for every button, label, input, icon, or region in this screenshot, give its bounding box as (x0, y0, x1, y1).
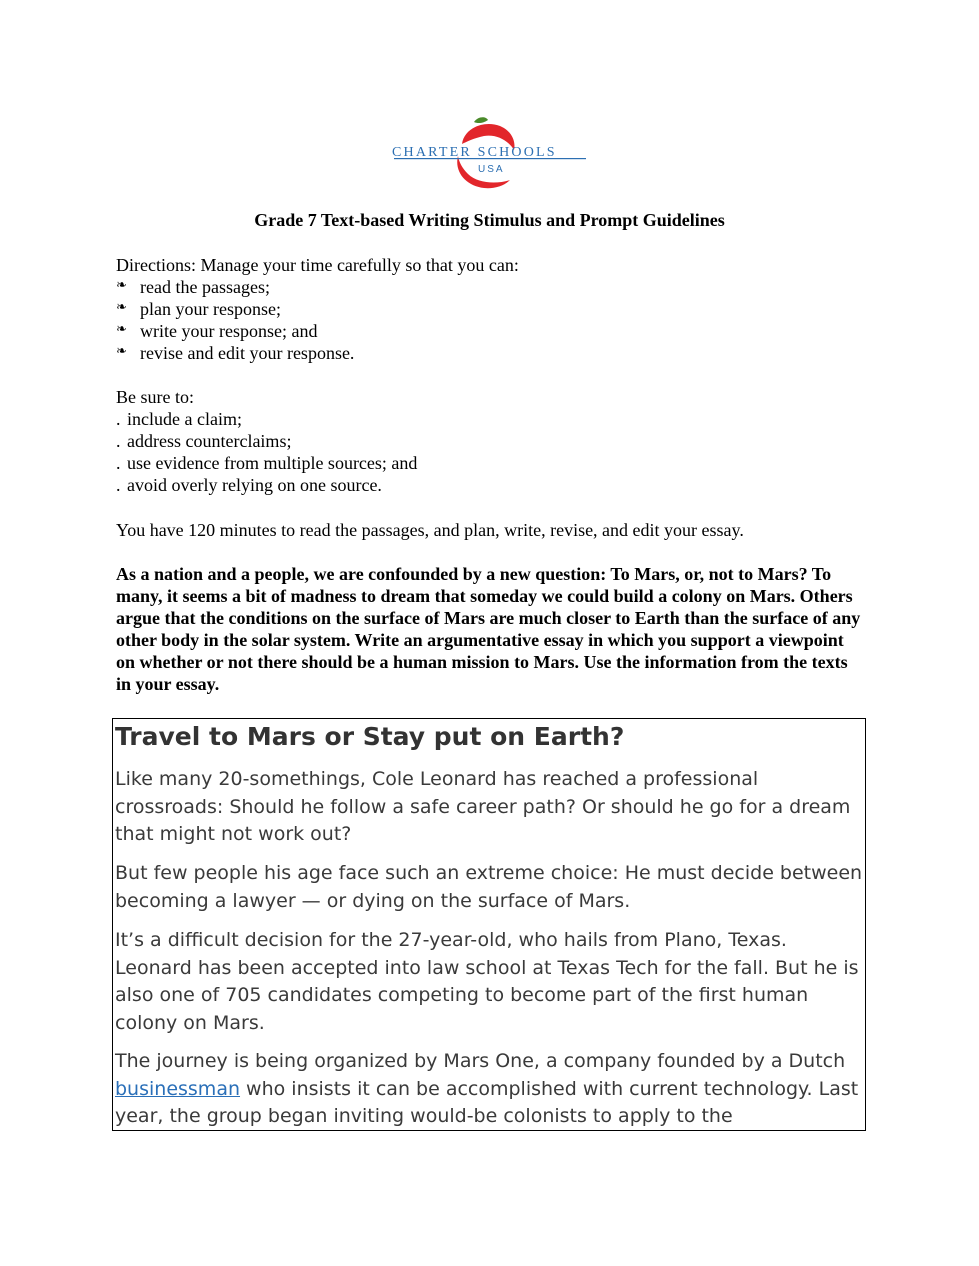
leaf-bullet-icon: ❧ (116, 321, 127, 336)
leaf-bullet-icon: ❧ (116, 299, 127, 314)
list-item: . avoid overly relying on one source. (116, 475, 382, 495)
leaf-bullet-icon: ❧ (116, 343, 127, 358)
article-paragraph: The journey is being organized by Mars One, a company founded by a Dutch businessman who insists it can be accomplished with current technology. Last year, the group began inviting would-be colonists to apply to the (115, 1050, 859, 1127)
directions-intro: Directions: Manage your time carefully so that you can: (116, 255, 519, 275)
page-title: Grade 7 Text-based Writing Stimulus and Prompt Guidelines (254, 210, 725, 230)
leaf-bullet-icon: ❧ (116, 277, 127, 292)
logo-text-main: CHARTER SCHOOLS (392, 145, 557, 160)
list-item: . address counterclaims; (116, 431, 292, 451)
article-title: Travel to Mars or Stay put on Earth? (115, 722, 625, 751)
list-item: ❧ read the passages; (116, 277, 270, 297)
be-sure-section (116, 386, 866, 496)
charter-schools-usa-logo (388, 114, 592, 192)
article-passage (112, 718, 866, 1131)
list-item: . use evidence from multiple sources; and (116, 453, 418, 473)
list-item: . include a claim; (116, 409, 242, 429)
list-item: ❧ revise and edit your response. (116, 343, 355, 363)
article-paragraph: But few people his age face such an extreme choice: He must decide between becoming a lawyer — or dying on the surface of Mars. (115, 862, 863, 912)
logo-leaf-icon (474, 117, 488, 123)
logo-text-usa: USA (478, 164, 505, 175)
article-paragraph: It’s a difficult decision for the 27-year-old, who hails from Plano, Texas. Leonard has been accepted into law school at Texas Tech for the fall. But he is also one of 705 candidates competing to become part of the first human colony on Mars. (115, 929, 859, 1034)
be-sure-intro: Be sure to: (116, 387, 194, 407)
directions-section (116, 254, 866, 364)
writing-prompt: As a nation and a people, we are confounded by a new question: To Mars, or, not to Mars? To many, it seems a bit of madness to dream that someday we could build a colony on Mars. Others argue that the conditions on the surface of Mars are much closer to Earth than the surface of any other body in the solar system. Write an argumentative essay in which you support a viewpoint on whether or not there should be a human mission to Mars. Use the information from the texts in your essay. (116, 564, 861, 694)
article-paragraph: Like many 20-somethings, Cole Leonard has reached a professional crossroads: Should he follow a safe career path? Or should he go for a dream that might not work out? (115, 768, 851, 845)
time-note: You have 120 minutes to read the passages, and plan, write, revise, and edit your essay. (116, 520, 744, 540)
list-item: ❧ plan your response; (116, 299, 281, 319)
businessman-link[interactable]: businessman (115, 1077, 241, 1100)
list-item: ❧ write your response; and (116, 321, 318, 341)
